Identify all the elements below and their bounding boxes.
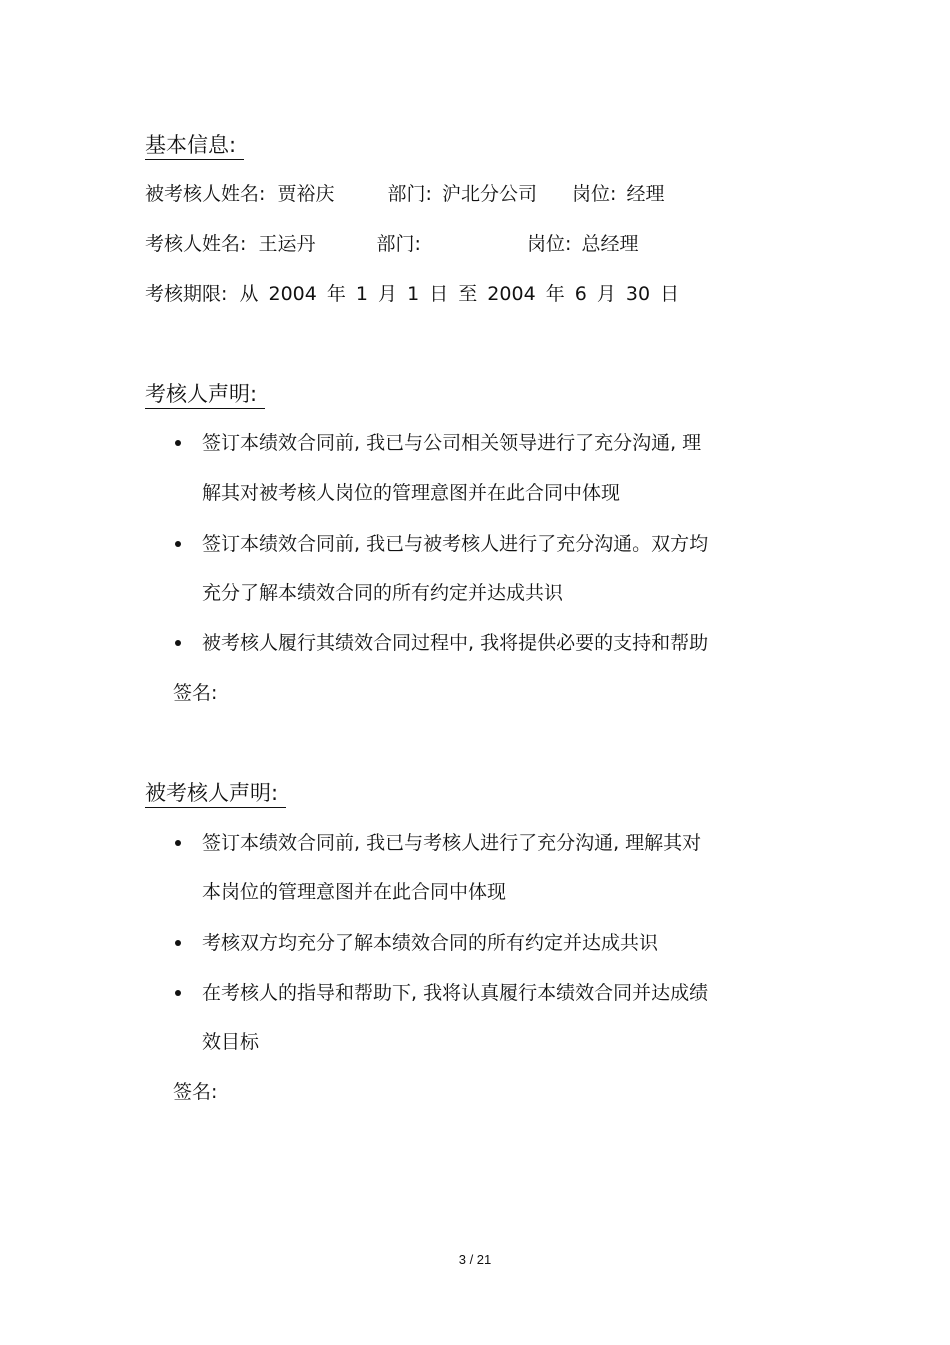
appraisee-item-1-line-2: 本岗位的管理意图并在此合同中体现 — [202, 881, 507, 903]
bullet-icon — [175, 940, 181, 946]
appraisee-item-3-line-2: 效目标 — [202, 1031, 260, 1053]
appraisee-dept: 沪北分公司 — [441, 183, 537, 205]
appraisee-name-label: 被考核人姓名: — [145, 183, 266, 205]
page-number: 3 / 21 — [458, 1252, 492, 1267]
appraiser-info-row — [145, 231, 638, 257]
appraisee-info-row — [145, 181, 664, 207]
appraiser-post: 总经理 — [581, 233, 639, 255]
appraiser-dept-label: 部门: — [376, 233, 421, 255]
appraiser-name-label: 考核人姓名: — [145, 233, 247, 255]
bullet-icon — [175, 840, 181, 846]
appraisee-item-3-line-1: 在考核人的指导和帮助下, 我将认真履行本绩效合同并达成绩 — [202, 982, 709, 1004]
appraiser-statement-heading: 考核人声明: — [145, 380, 265, 409]
appraisee-statement-heading: 被考核人声明: — [145, 779, 286, 808]
period-label: 考核期限: — [145, 283, 228, 305]
appraisee-post-label: 岗位: — [572, 183, 617, 205]
appraisee-name: 贾裕庆 — [277, 183, 335, 205]
period-row — [145, 281, 679, 307]
basic-info-heading: 基本信息: — [145, 131, 244, 160]
appraisee-post: 经理 — [626, 183, 665, 205]
appraiser-item-2-line-2: 充分了解本绩效合同的所有约定并达成共识 — [202, 582, 564, 604]
bullet-icon — [175, 990, 181, 996]
appraisee-item-2-line-1: 考核双方均充分了解本绩效合同的所有约定并达成共识 — [202, 932, 659, 954]
appraiser-item-1-line-2: 解其对被考核人岗位的管理意图并在此合同中体现 — [202, 482, 621, 504]
appraisee-item-1-line-1: 签订本绩效合同前, 我已与考核人进行了充分沟通, 理解其对 — [202, 832, 702, 854]
appraiser-post-label: 岗位: — [527, 233, 572, 255]
period-text: 从 2004 年 1 月 1 日 至 2004 年 6 月 30 日 — [239, 283, 680, 305]
appraiser-item-2-line-1: 签订本绩效合同前, 我已与被考核人进行了充分沟通。双方均 — [202, 533, 709, 555]
appraiser-item-3-line-1: 被考核人履行其绩效合同过程中, 我将提供必要的支持和帮助 — [202, 632, 709, 654]
bullet-icon — [175, 440, 181, 446]
appraiser-signature-label: 签名: — [173, 682, 218, 704]
bullet-icon — [175, 640, 181, 646]
appraiser-name: 王运丹 — [258, 233, 316, 255]
bullet-icon — [175, 541, 181, 547]
appraiser-item-1-line-1: 签订本绩效合同前, 我已与公司相关领导进行了充分沟通, 理 — [202, 432, 702, 454]
appraisee-dept-label: 部门: — [387, 183, 432, 205]
appraisee-signature-label: 签名: — [173, 1081, 218, 1103]
